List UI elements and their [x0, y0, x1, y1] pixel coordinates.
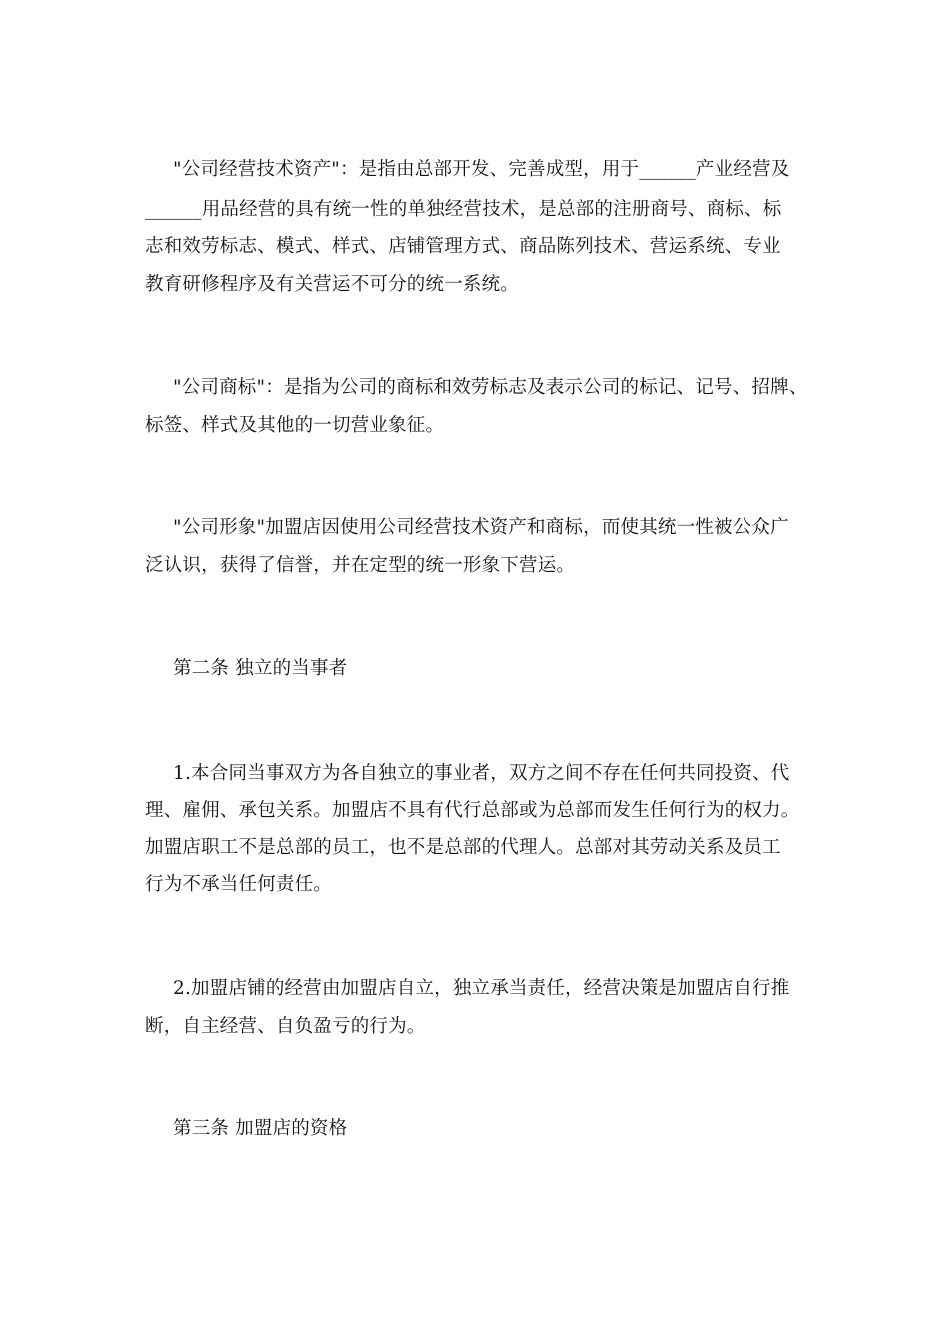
- section-heading-article-3: 第三条 加盟店的资格: [173, 1118, 348, 1139]
- paragraph-1-line-3: 志和效劳标志、模式、样式、店铺管理方式、商品陈列技术、营运系统、专业: [145, 236, 781, 257]
- paragraph-5-line-3: 加盟店职工不是总部的员工，也不是总部的代理人。总部对其劳动关系及员工: [145, 837, 781, 858]
- paragraph-3-line-1: "公司形象"加盟店因使用公司经营技术资产和商标，而使其统一性被公众广: [173, 517, 789, 538]
- paragraph-1-line-2: ______用品经营的具有统一性的单独经营技术，是总部的注册商号、商标、标: [145, 199, 782, 220]
- paragraph-3-line-2: 泛认识，获得了信誉，并在定型的统一形象下营运。: [145, 555, 576, 576]
- paragraph-6-line-1: 2.加盟店铺的经营由加盟店自立，独立承当责任，经营决策是加盟店自行推: [173, 978, 790, 999]
- paragraph-5-line-4: 行为不承当任何责任。: [145, 874, 333, 895]
- paragraph-5-line-2: 理、雇佣、承包关系。加盟店不具有代行总部或为总部而发生任何行为的权力。: [145, 800, 800, 821]
- paragraph-2-line-1: "公司商标"：是指为公司的商标和效劳标志及表示公司的标记、记号、招牌、: [173, 377, 808, 398]
- section-heading-article-2: 第二条 独立的当事者: [173, 658, 348, 679]
- paragraph-1-line-4: 教育研修程序及有关营运不可分的统一系统。: [145, 274, 520, 295]
- paragraph-1-line-1: "公司经营技术资产"：是指由总部开发、完善成型，用于______产业经营及: [173, 159, 790, 180]
- paragraph-6-line-2: 断，自主经营、自负盈亏的行为。: [145, 1016, 426, 1037]
- paragraph-2-line-2: 标签、样式及其他的一切营业象征。: [145, 415, 445, 436]
- paragraph-5-line-1: 1.本合同当事双方为各自独立的事业者，双方之间不存在任何共同投资、代: [173, 763, 790, 784]
